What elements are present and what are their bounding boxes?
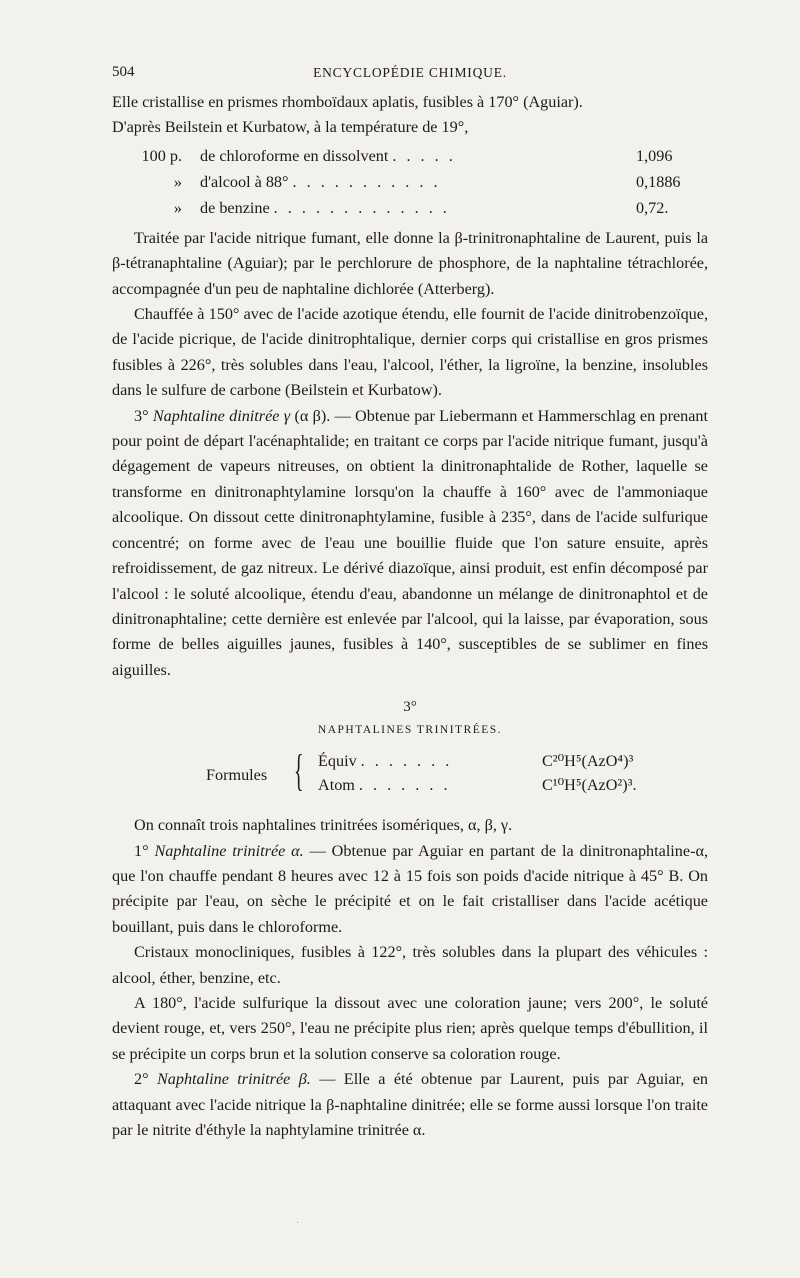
body-paragraph: On connaît trois naphtalines trinitrées isomériques, α, β, γ. xyxy=(134,816,513,835)
solubility-label: d'alcool à 88° xyxy=(200,172,289,191)
item-title: Naphtaline trinitrée α. xyxy=(154,841,304,860)
section-number: 3° xyxy=(403,699,417,716)
solubility-label: de benzine xyxy=(200,198,270,217)
scan-speck: · xyxy=(296,1218,300,1229)
body-paragraph xyxy=(112,404,708,683)
item-number: 1° xyxy=(134,841,149,860)
solubility-row xyxy=(112,144,708,170)
solubility-row xyxy=(112,170,708,196)
solubility-lead: » xyxy=(173,198,182,217)
page xyxy=(112,60,708,1143)
section-heading xyxy=(112,695,708,741)
intro-line: Elle cristallise en prismes rhomboïdaux aplatis, fusibles à 170° (Aguiar). xyxy=(112,93,583,111)
leader-dots: . . . . . . . xyxy=(358,776,451,795)
formula-key: Équiv xyxy=(318,752,357,771)
item-text: — Elle a été obtenue par Laurent, puis par Aguiar, en attaquant avec l'acide nitrique la β-naphtaline dinitrée; elle se forme aussi lorsque l'on traite par le nitrite d'éthyle la naphtylamine trinitrée α. xyxy=(112,1070,709,1139)
item-number: 2° xyxy=(134,1070,149,1089)
formula-row xyxy=(318,749,648,774)
solubility-value: 1,096 xyxy=(636,146,673,165)
leader-dots: . . . . . xyxy=(392,146,456,165)
formula-block xyxy=(112,745,708,805)
leader-dots: . . . . . . . . . . . xyxy=(292,172,441,191)
solubility-label: de chloroforme en dissolvent xyxy=(200,146,389,165)
body-paragraph: Traitée par l'acide nitrique fumant, elle donne la β-trinitronaphtaline de Laurent, puis la β-tétranaphtaline (Aguiar); par le perchlorure de phosphore, de la naphtaline tétrachlorée, accompagnée d'un peu de naphtaline dichlorée (Atterberg). xyxy=(112,228,708,298)
solubility-row xyxy=(112,196,708,222)
solubility-table xyxy=(112,144,708,222)
item-title: Naphtaline dinitrée γ xyxy=(152,406,291,425)
body-paragraph: Cristaux monocliniques, fusibles à 122°, très solubles dans la plupart des véhicules : alcool, éther, benzine, etc. xyxy=(112,943,708,987)
solubility-value: 0,72. xyxy=(636,198,669,217)
brace-glyph: { xyxy=(294,746,304,796)
formula-label: Formules xyxy=(206,766,268,785)
page-number: 504 xyxy=(112,64,135,80)
body-paragraph xyxy=(112,1067,708,1143)
solubility-lead: 100 p. xyxy=(141,146,182,165)
solubility-lead: » xyxy=(173,172,182,191)
page-header xyxy=(112,60,708,86)
leader-dots: . . . . . . . xyxy=(360,752,453,771)
section-title: NAPHTALINES TRINITRÉES. xyxy=(317,724,503,737)
item-title: Naphtaline trinitrée β. xyxy=(156,1070,311,1089)
item-paren: (α β). xyxy=(294,406,331,425)
running-title: ENCYCLOPÉDIE CHIMIQUE. xyxy=(313,65,507,80)
formula-row xyxy=(318,773,648,798)
leader-dots: . . . . . . . . . . . . . xyxy=(273,198,450,217)
body-paragraph: Chauffée à 150° avec de l'acide azotique étendu, elle fournit de l'acide dinitrobenzoïque, de l'acide picrique, de l'acide dinitrophtalique, dernier corps qui cristallise en gros prismes fusibles à 226°, très solubles dans l'eau, l'alcool, l'éther, la ligroïne, la benzine, insolubles dans le sulfure de carbone (Beilstein et Kurbatow). xyxy=(112,305,708,400)
item-number: 3° xyxy=(134,406,149,425)
solubility-value: 0,1886 xyxy=(636,172,681,191)
formula-value: C¹⁰H⁵(AzO²)³. xyxy=(542,776,637,795)
intro-line: D'après Beilstein et Kurbatow, à la température de 19°, xyxy=(112,118,469,137)
body-paragraph: A 180°, l'acide sulfurique la dissout avec une coloration jaune; vers 200°, le soluté devient rouge, et, vers 250°, l'eau ne précipite plus rien; après quelque temps d'ébullition, il se précipite un corps brun et la solution conserve sa coloration rouge. xyxy=(112,993,708,1063)
item-text: — Obtenue par Liebermann et Hammerschlag en prenant pour point de départ l'acénaphtalide; en traitant ce corps par l'acide nitrique fumant, jusqu'à dégagement de vapeurs nitreuses, on obtient la dinitronaphtalide de Rother, laquelle se transforme en dinitronaphtylamine lorsqu'on la chauffe à 160° avec de l'ammoniaque alcoolique. On dissout cette dinitronaphtylamine, fusible à 235°, dans de l'acide sulfurique concentré; on forme avec de l'eau une bouillie fluide que l'on sature ensuite, après refroidissement, de gaz nitreux. Le dérivé diazoïque, ainsi produit, est enfin décomposé par l'alcool : le soluté alcoolique, étendu d'eau, abandonne un mélange de dinitronaphtol et de dinitronaphtaline; cette dernière est enlevée par l'alcool, qui la laisse, par évaporation, sous forme de belles aiguilles jaunes, fusibles à 140°, susceptibles de se sublimer en fines aiguilles. xyxy=(112,406,709,679)
formula-key: Atom xyxy=(318,776,355,795)
body-paragraph xyxy=(112,839,708,941)
formula-value: C²⁰H⁵(AzO⁴)³ xyxy=(542,752,634,771)
item-text: — Obtenue par Aguiar en partant de la dinitronaphtaline-α, que l'on chauffe pendant 8 heures avec 12 à 15 fois son poids d'acide nitrique à 45° B. On précipite par l'eau, on sèche le précipité et on le fait cristalliser dans l'acide acétique bouillant, puis dans le chloroforme. xyxy=(112,841,709,936)
